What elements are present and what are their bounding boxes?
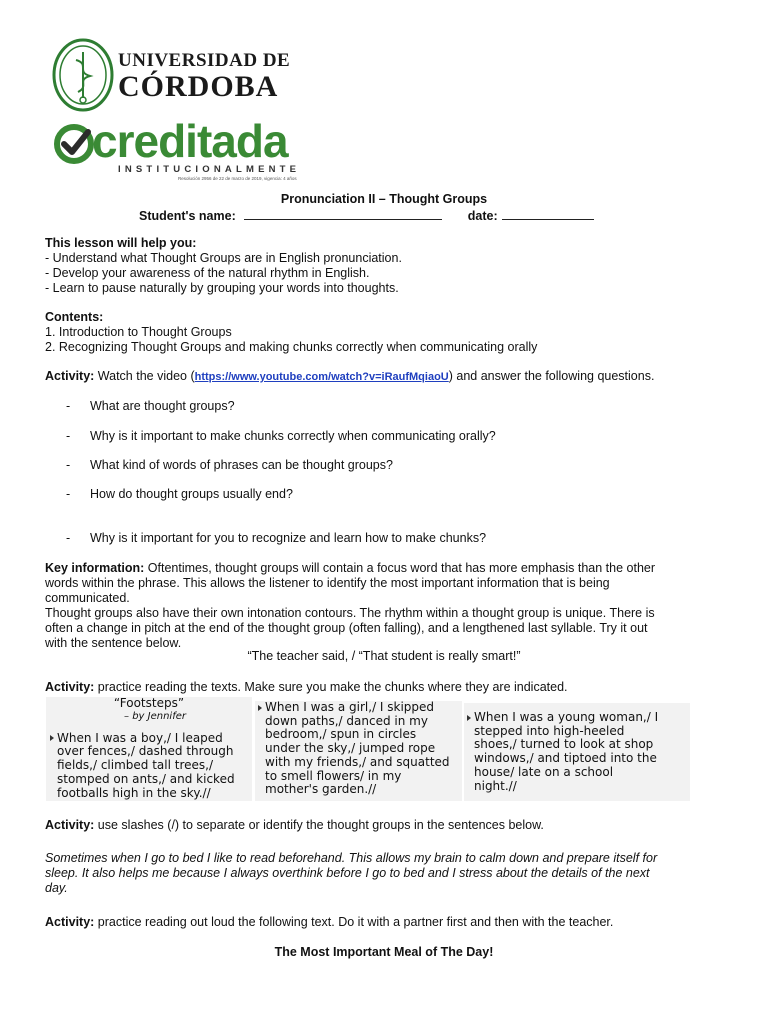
activity-text-after: ) and answer the following questions. <box>448 369 655 383</box>
exercise-sentences: Sometimes when I go to bed I like to read beforehand. This allows my brain to calm down and prepare itself for sleep. It also helps me because I always overthink before I go to bed and I stress about the details of the next day. <box>45 851 658 895</box>
contents-heading: Contents: <box>45 310 104 324</box>
poem-box-girl: When I was a girl,/ I skipped down paths,/ danced in my bedroom,/ spun in circles under the sky,/ jumped rope with my friends,/ and squatted to smell flowers/ in my mother's garden.// <box>255 701 462 801</box>
activity-text: Watch the video ( <box>94 369 195 383</box>
accreditation-subtitle: INSTITUCIONALMENTE <box>118 164 301 175</box>
poem-title: “Footsteps” <box>113 696 185 710</box>
activity-label: Activity: <box>45 369 95 383</box>
reading-title: The Most Important Meal of The Day! <box>274 945 494 959</box>
activity-reading: Activity: practice reading the texts. Make sure you make the chunks where they are indicated. <box>45 680 568 694</box>
university-seal-icon <box>52 38 114 112</box>
date-field[interactable] <box>502 208 594 220</box>
university-name-line2: CÓRDOBA <box>118 70 279 103</box>
activity-read-aloud: Activity: practice reading out loud the following text. Do it with a partner first and then with the teacher. <box>45 915 614 929</box>
accreditation-word: creditada <box>92 115 288 167</box>
check-circle-icon <box>54 124 94 164</box>
date-label: date: <box>467 209 498 223</box>
student-info-row <box>139 208 594 223</box>
lesson-item: - Learn to pause naturally by grouping your words into thoughts. <box>45 281 399 295</box>
question-item: - How do thought groups usually end? <box>66 487 293 501</box>
poem-box-woman: When I was a young woman,/ I stepped into high-heeled shoes,/ turned to look at shop windows,/ and tiptoed into the house/ late on a school night.// <box>464 703 690 801</box>
question-item: - What are thought groups? <box>66 399 235 413</box>
bullet-arrow-icon <box>258 705 262 711</box>
example-quote: “The teacher said, / “That student is really smart!” <box>247 649 521 663</box>
contents-item: 2. Recognizing Thought Groups and making chunks correctly when communicating orally <box>45 340 538 354</box>
bullet-arrow-icon <box>467 715 471 721</box>
accreditation-logo <box>52 115 327 184</box>
lesson-item: - Understand what Thought Groups are in English pronunciation. <box>45 251 402 265</box>
university-logo <box>52 38 312 116</box>
activity-video <box>45 369 654 385</box>
student-name-label: Student's name: <box>139 209 236 223</box>
accreditation-fineprint: Resolución 2956 de 22 de marzo de 2019, vigencia: 4 años <box>178 176 297 181</box>
activity-slashes: Activity: use slashes (/) to separate or identify the thought groups in the sentences below. <box>45 818 544 832</box>
question-item: - What kind of words of phrases can be thought groups? <box>66 458 393 472</box>
lesson-section <box>45 236 402 296</box>
key-information: Key information: Oftentimes, thought groups will contain a focus word that has more emphasis than the other words within the phrase. This allows the listener to identify the most important information that is being communicated. Thought groups also have their own intonation contours. The rhythm within a thought group is unique. There is often a change in pitch at the end of the thought group (often falling), and a lengthened last syllable. Try it out with the sentence below. <box>45 561 656 650</box>
poem-author: – by Jennifer <box>124 710 186 722</box>
university-name-line1: UNIVERSIDAD DE <box>118 50 291 71</box>
student-name-field[interactable] <box>244 208 442 220</box>
key-info-label: Key information: <box>45 561 145 575</box>
lesson-item: - Develop your awareness of the natural rhythm in English. <box>45 266 370 280</box>
poem-box-boy: “Footsteps” – by Jennifer When I was a boy,/ I leaped over fences,/ dashed through fields,/ climbed tall trees,/ stomped on ants,/ and kicked footballs high in the sky.// <box>46 697 252 801</box>
lesson-heading: This lesson will help you: <box>45 236 197 250</box>
question-item: - Why is it important for you to recognize and learn how to make chunks? <box>66 531 487 545</box>
bullet-arrow-icon <box>50 735 54 741</box>
contents-section <box>45 310 537 355</box>
question-item: - Why is it important to make chunks correctly when communicating orally? <box>66 429 496 443</box>
video-link[interactable]: https://www.youtube.com/watch?v=iRaufMqiaoU <box>194 371 449 383</box>
contents-item: 1. Introduction to Thought Groups <box>45 325 232 339</box>
document-title: Pronunciation II – Thought Groups <box>280 192 488 206</box>
